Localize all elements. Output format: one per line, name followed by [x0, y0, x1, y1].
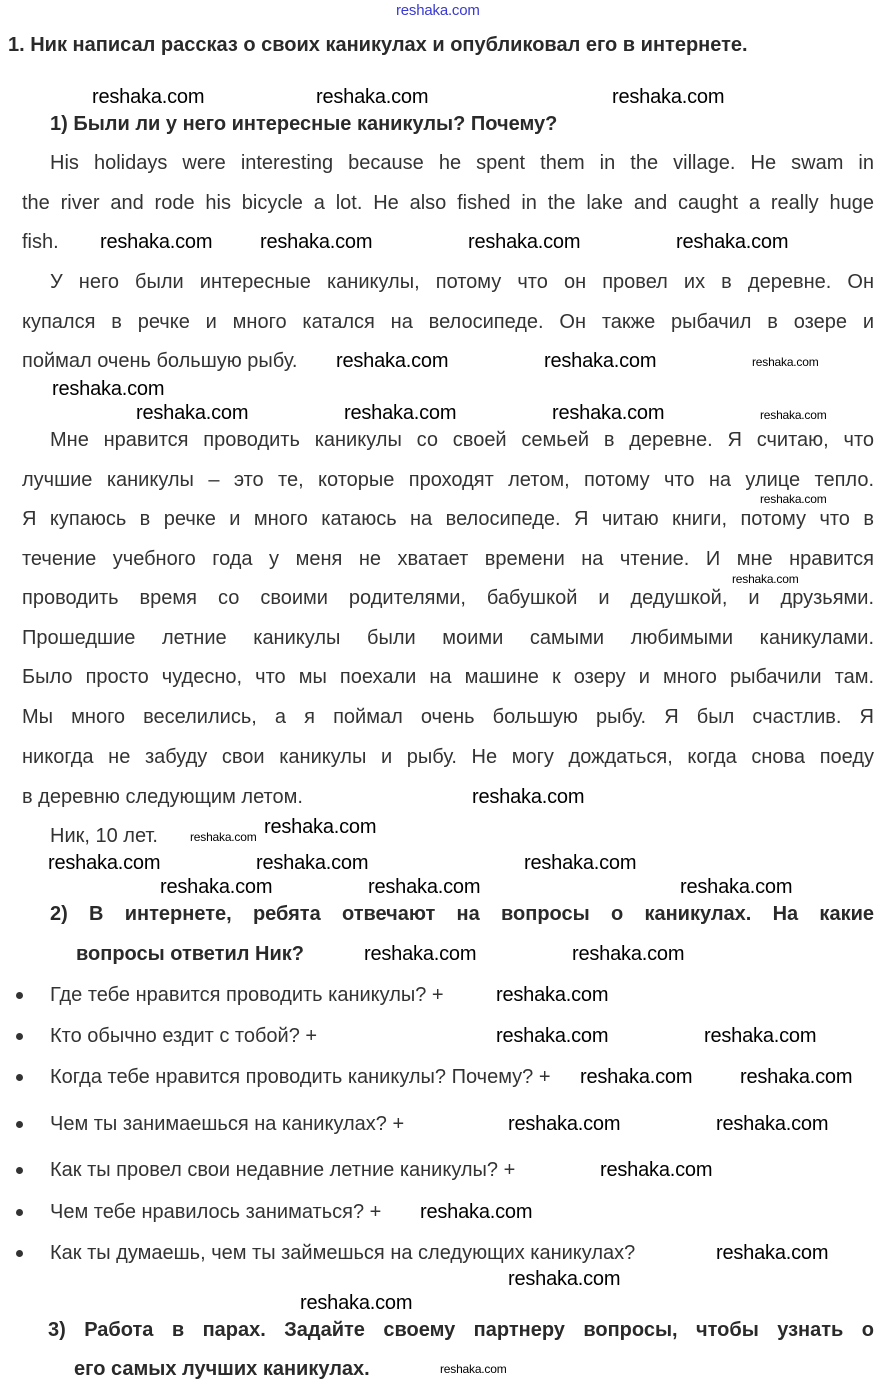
question-1-title: 1) Были ли у него интересные каникулы? Почему? — [50, 113, 558, 135]
task-title: 1. Ник написал рассказ о своих каникулах и опубликовал его в интернете. — [8, 34, 748, 56]
watermark: reshaka.com — [92, 86, 205, 108]
watermark: reshaka.com — [48, 852, 161, 874]
watermark: reshaka.com — [760, 492, 827, 506]
watermark: reshaka.com — [440, 1362, 507, 1376]
bullet-icon — [16, 1121, 23, 1128]
watermark: reshaka.com — [420, 1201, 533, 1223]
watermark: reshaka.com — [600, 1159, 713, 1181]
watermark: reshaka.com — [612, 86, 725, 108]
watermark: reshaka.com — [52, 378, 165, 400]
watermark: reshaka.com — [256, 852, 369, 874]
story-line: Прошедшие летние каникулы были моими самыми любимыми каникулами. — [22, 627, 874, 649]
story-line: лучшие каникулы – это те, которые проходят летом, потому что на улице тепло. — [22, 469, 874, 491]
story-line: Было просто чудесно, что мы поехали на машине к озеру и много рыбачили там. — [22, 666, 874, 688]
story-line: Мне нравится проводить каникулы со своей семьей в деревне. Я считаю, что — [50, 429, 874, 451]
story-line: никогда не забуду свои каникулы и рыбу. Не могу дождаться, когда снова поеду — [22, 746, 874, 768]
question-2-title: вопросы ответил Ник? — [76, 943, 304, 965]
bullet-icon — [16, 1167, 23, 1174]
watermark: reshaka.com — [508, 1113, 621, 1135]
watermark: reshaka.com — [496, 984, 609, 1006]
question-2-title: 2) В интернете, ребята отвечают на вопросы о каникулах. На какие — [50, 903, 874, 925]
answer-russian-line: купался в речке и много катался на велосипеде. Он также рыбачил в озере и — [22, 311, 874, 333]
watermark: reshaka.com — [136, 402, 249, 424]
bullet-icon — [16, 1209, 23, 1216]
story-line: в деревню следующим летом. — [22, 786, 303, 808]
list-item: Как ты провел свои недавние летние каникулы? + — [50, 1159, 516, 1181]
watermark: reshaka.com — [496, 1025, 609, 1047]
watermark: reshaka.com — [190, 830, 257, 844]
watermark: reshaka.com — [364, 943, 477, 965]
watermark: reshaka.com — [716, 1242, 829, 1264]
list-item: Чем ты занимаешься на каникулах? + — [50, 1113, 405, 1135]
story-line: Я купаюсь в речке и много катаюсь на велосипеде. Я читаю книги, потому что в — [22, 508, 874, 530]
watermark: reshaka.com — [676, 231, 789, 253]
watermark: reshaka.com — [468, 231, 581, 253]
watermark: reshaka.com — [368, 876, 481, 898]
bullet-icon — [16, 992, 23, 999]
watermark: reshaka.com — [508, 1268, 621, 1290]
watermark: reshaka.com — [336, 350, 449, 372]
watermark: reshaka.com — [160, 876, 273, 898]
watermark: reshaka.com — [760, 408, 827, 422]
bullet-icon — [16, 1074, 23, 1081]
watermark: reshaka.com — [716, 1113, 829, 1135]
watermark: reshaka.com — [300, 1292, 413, 1314]
watermark: reshaka.com — [344, 402, 457, 424]
question-3-title: его самых лучших каникулах. — [74, 1358, 370, 1380]
watermark: reshaka.com — [264, 816, 377, 838]
answer-russian-line: поймал очень большую рыбу. — [22, 350, 298, 372]
story-line: течение учебного года у меня не хватает времени на чтение. И мне нравится — [22, 548, 874, 570]
watermark: reshaka.com — [580, 1066, 693, 1088]
watermark: reshaka.com — [524, 852, 637, 874]
answer-russian-line: У него были интересные каникулы, потому что он провел их в деревне. Он — [50, 271, 874, 293]
story-line: Мы много веселились, а я поймал очень большую рыбу. Я был счастлив. Я — [22, 706, 874, 728]
list-item: Как ты думаешь, чем ты займешься на следующих каникулах? — [50, 1242, 636, 1264]
watermark: reshaka.com — [552, 402, 665, 424]
watermark: reshaka.com — [704, 1025, 817, 1047]
list-item: Когда тебе нравится проводить каникулы? Почему? + — [50, 1066, 551, 1088]
bullet-icon — [16, 1250, 23, 1257]
watermark: reshaka.com — [472, 786, 585, 808]
list-item: Кто обычно ездит с тобой? + — [50, 1025, 318, 1047]
watermark: reshaka.com — [572, 943, 685, 965]
question-3-title: 3) Работа в парах. Задайте своему партнеру вопросы, чтобы узнать о — [48, 1319, 874, 1341]
site-link[interactable]: reshaka.com — [396, 2, 480, 19]
watermark: reshaka.com — [316, 86, 429, 108]
answer-english-line: His holidays were interesting because he spent them in the village. He swam in — [50, 152, 874, 174]
answer-english-line: fish. — [22, 231, 59, 253]
watermark: reshaka.com — [260, 231, 373, 253]
watermark: reshaka.com — [752, 355, 819, 369]
watermark: reshaka.com — [544, 350, 657, 372]
answer-english-line: the river and rode his bicycle a lot. He also fished in the lake and caught a really huge — [22, 192, 874, 214]
list-item: Где тебе нравится проводить каникулы? + — [50, 984, 444, 1006]
watermark: reshaka.com — [740, 1066, 853, 1088]
story-line: проводить время со своими родителями, бабушкой и дедушкой, и друзьями. — [22, 587, 874, 609]
watermark: reshaka.com — [100, 231, 213, 253]
list-item: Чем тебе нравилось заниматься? + — [50, 1201, 382, 1223]
story-signature: Ник, 10 лет. — [50, 825, 158, 847]
watermark: reshaka.com — [680, 876, 793, 898]
watermark: reshaka.com — [732, 572, 799, 586]
bullet-icon — [16, 1033, 23, 1040]
